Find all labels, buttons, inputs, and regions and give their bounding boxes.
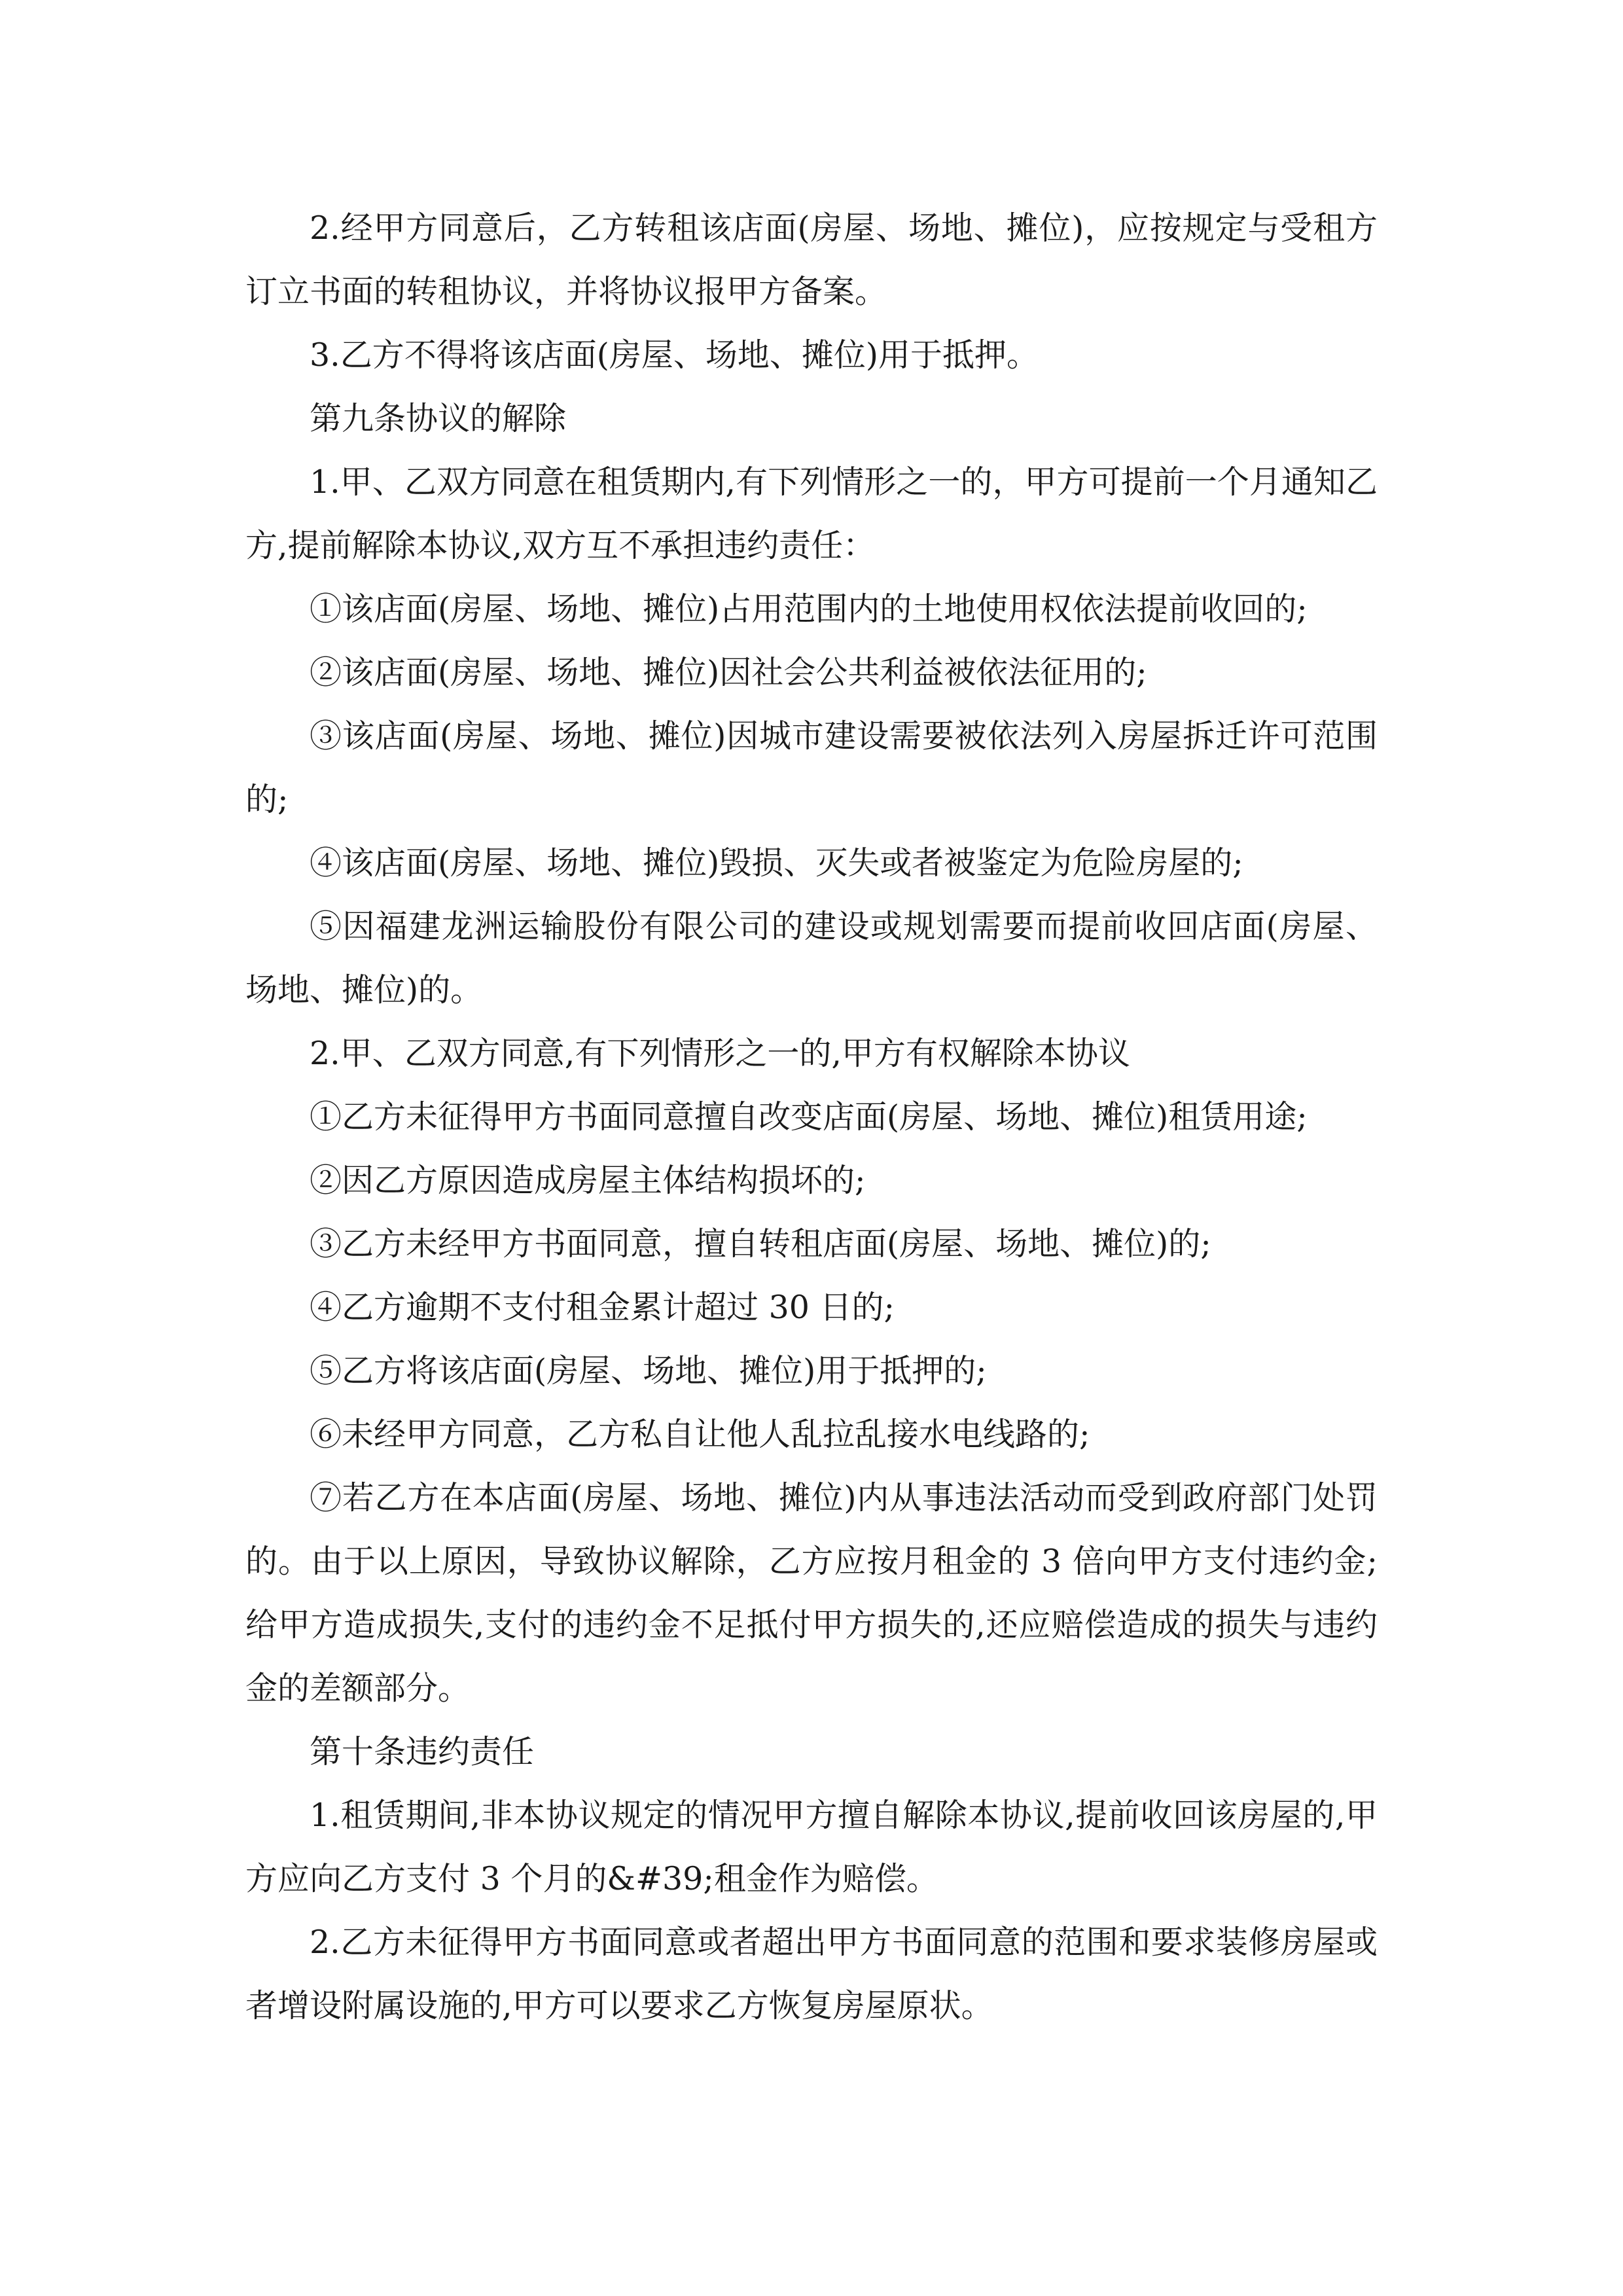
list-item-land-recovered: ①该店面(房屋、场地、摊位)占用范围内的土地使用权依法提前收回的; bbox=[310, 590, 1308, 628]
paragraph-landlord-compensation: 1.租赁期间,非本协议规定的情况甲方擅自解除本协议,提前收回该房屋的,甲方应向乙方支付 3 个月的&#39;租金作为赔偿。 bbox=[245, 1797, 1378, 1897]
list-item-unauthorized-sublease: ③乙方未经甲方书面同意，擅自转租店面(房屋、场地、摊位)的; bbox=[310, 1225, 1211, 1263]
section-heading-termination: 第九条协议的解除 bbox=[310, 400, 567, 437]
paragraph-sublease-registration: 2.经甲方同意后，乙方转租该店面(房屋、场地、摊位)，应按规定与受租方订立书面的转租协议，并将协议报甲方备案。 bbox=[245, 209, 1378, 310]
paragraph-no-mortgage: 3.乙方不得将该店面(房屋、场地、摊位)用于抵押。 bbox=[310, 336, 1039, 374]
list-item-requisitioned: ②该店面(房屋、场地、摊位)因社会公共利益被依法征用的; bbox=[310, 654, 1147, 691]
list-item-damaged: ④该店面(房屋、场地、摊位)毁损、灭失或者被鉴定为危险房屋的; bbox=[310, 844, 1243, 882]
list-item-company-planning: ⑤因福建龙洲运输股份有限公司的建设或规划需要而提前收回店面(房屋、场地、摊位)的。 bbox=[245, 908, 1378, 1009]
list-item-structural-damage: ②因乙方原因造成房屋主体结构损坏的; bbox=[310, 1162, 866, 1199]
list-item-demolition: ③该店面(房屋、场地、摊位)因城市建设需要被依法列入房屋拆迁许可范围的; bbox=[245, 717, 1378, 818]
paragraph-right-to-terminate: 2.甲、乙双方同意,有下列情形之一的,甲方有权解除本协议 bbox=[310, 1035, 1130, 1072]
list-item-overdue-rent: ④乙方逾期不支付租金累计超过 30 日的; bbox=[310, 1289, 895, 1326]
list-item-change-use: ①乙方未征得甲方书面同意擅自改变店面(房屋、场地、摊位)租赁用途; bbox=[310, 1098, 1308, 1136]
section-heading-liability: 第十条违约责任 bbox=[310, 1733, 535, 1770]
paragraph-restore-original: 2.乙方未征得甲方书面同意或者超出甲方书面同意的范围和要求装修房屋或者增设附属设施的,甲方可以要求乙方恢复房屋原状。 bbox=[245, 1924, 1378, 2024]
list-item-illegal-activity: ⑦若乙方在本店面(房屋、场地、摊位)内从事违法活动而受到政府部门处罚的。由于以上原因，导致协议解除，乙方应按月租金的 3 倍向甲方支付违约金;给甲方造成损失,支付的违约金不足抵付甲方损失的,还应赔偿造成的损失与违约金的差额部分。 bbox=[245, 1479, 1378, 1707]
paragraph-early-termination: 1.甲、乙双方同意在租赁期内,有下列情形之一的，甲方可提前一个月通知乙方,提前解除本协议,双方互不承担违约责任： bbox=[245, 463, 1378, 564]
document-body bbox=[245, 196, 1378, 2037]
list-item-mortgage: ⑤乙方将该店面(房屋、场地、摊位)用于抵押的; bbox=[310, 1352, 987, 1390]
list-item-wiring: ⑥未经甲方同意，乙方私自让他人乱拉乱接水电线路的; bbox=[310, 1416, 1090, 1453]
